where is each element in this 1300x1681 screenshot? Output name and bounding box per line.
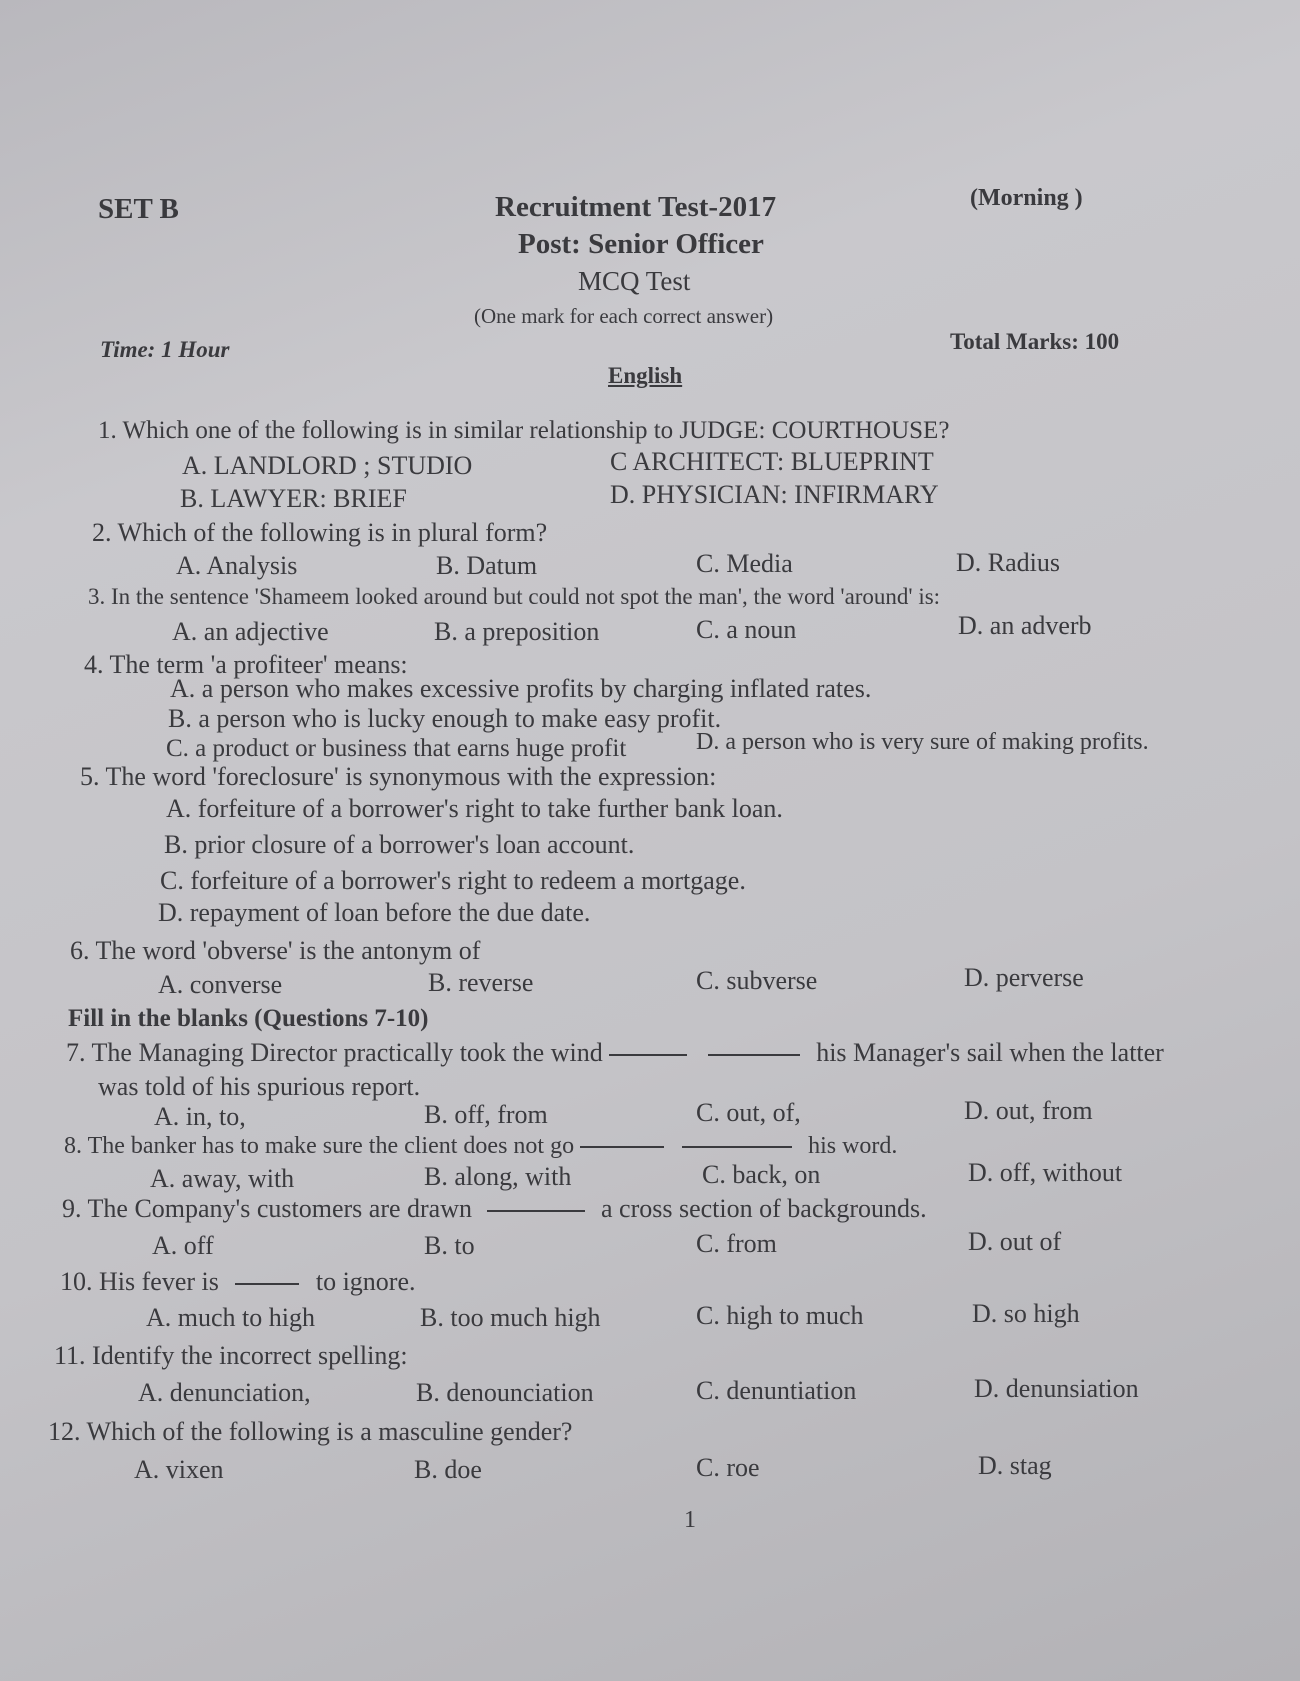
total-marks: Total Marks: 100 [950,329,1120,354]
section-heading: English [608,363,683,388]
option: D. out of [968,1227,1062,1256]
option: D. out, from [964,1096,1093,1125]
option: C. forfeiture of a borrower's right to redeem a mortgage. [160,866,746,895]
option: C. a noun [696,615,797,644]
option: D. Radius [956,548,1060,577]
option: C. from [696,1229,777,1258]
option: B. doe [414,1455,482,1484]
option: A. a person who makes excessive profits by charging inflated rates. [170,674,872,703]
option: B. along, with [424,1162,572,1191]
option: A. away, with [150,1164,295,1193]
option: B. denounciation [416,1378,594,1407]
fill-blanks-heading: Fill in the blanks (Questions 7-10) [68,1005,429,1032]
option: C. high to much [696,1301,864,1330]
option: B. prior closure of a borrower's loan account. [164,830,635,859]
question-stem: 3. In the sentence 'Shameem looked around but could not spot the man', the word 'around' is: [88,584,941,609]
question-stem: 8. The banker has to make sure the client does not go his word. [64,1133,898,1159]
option: B. to [424,1231,475,1260]
option: B. too much high [420,1303,601,1332]
question-stem: 10. His fever is to ignore. [60,1267,416,1296]
option: D. so high [972,1299,1080,1328]
option: C ARCHITECT: BLUEPRINT [610,447,934,476]
page-number: 1 [684,1507,696,1533]
question-stem: 5. The word 'foreclosure' is synonymous with the expression: [80,762,717,791]
answer-blank [580,1146,664,1148]
option: A. converse [158,970,283,999]
post-title: Post: Senior Officer [518,228,764,260]
option: D. a person who is very sure of making profits. [696,729,1149,755]
option: A. denunciation, [138,1378,311,1407]
answer-blank [708,1054,800,1056]
option: C. out, of, [696,1098,801,1127]
option: D. PHYSICIAN: INFIRMARY [610,480,939,509]
option: C. denuntiation [696,1376,857,1405]
option: D. repayment of loan before the due date. [158,898,591,927]
set-label: SET B [98,193,179,225]
time-label: Time: 1 Hour [100,337,230,362]
option: A. LANDLORD ; STUDIO [182,451,473,480]
answer-blank [682,1146,792,1148]
question-stem: 11. Identify the incorrect spelling: [54,1341,408,1370]
question-stem: 7. The Managing Director practically took the wind his Manager's sail when the latter [66,1038,1164,1067]
option: A. in, to, [154,1102,246,1131]
option: B. a preposition [434,617,600,646]
question-stem: 6. The word 'obverse' is the antonym of [70,936,481,965]
option: B. Datum [436,551,538,580]
option: A. an adjective [172,617,329,646]
option: A. off [152,1231,214,1260]
option: B. off, from [424,1100,548,1129]
option: B. reverse [428,968,534,997]
question-stem: 12. Which of the following is a masculine gender? [48,1417,573,1446]
option: C. back, on [702,1160,821,1189]
option: A. forfeiture of a borrower's right to take further bank loan. [166,794,783,823]
question-stem: 1. Which one of the following is in similar relationship to JUDGE: COURTHOUSE? [98,417,950,444]
question-stem: 4. The term 'a profiteer' means: [84,650,408,679]
option: C. Media [696,549,793,578]
option: A. Analysis [176,551,298,580]
question-stem: 9. The Company's customers are drawn a cross section of backgrounds. [62,1194,927,1223]
test-type: MCQ Test [578,266,691,296]
answer-blank [235,1283,299,1285]
option: C. a product or business that earns huge profit [166,735,627,762]
option: C. roe [696,1453,760,1482]
option: D. an adverb [958,611,1092,640]
option: D. perverse [964,963,1084,992]
option: C. subverse [696,966,818,995]
option: A. much to high [146,1303,315,1332]
question-stem: 2. Which of the following is in plural form? [92,518,548,547]
option: D. off, without [968,1158,1123,1187]
marks-note: (One mark for each correct answer) [474,304,774,328]
answer-blank [609,1054,687,1056]
question-stem-continued: was told of his spurious report. [98,1072,421,1101]
answer-blank [487,1210,585,1212]
option: D. stag [978,1451,1052,1480]
option: D. denunsiation [974,1374,1139,1403]
shift-label: (Morning ) [970,185,1083,211]
exam-title: Recruitment Test-2017 [495,191,777,223]
option: B. a person who is lucky enough to make easy profit. [168,704,722,733]
option: A. vixen [134,1455,224,1484]
option: B. LAWYER: BRIEF [180,484,407,513]
